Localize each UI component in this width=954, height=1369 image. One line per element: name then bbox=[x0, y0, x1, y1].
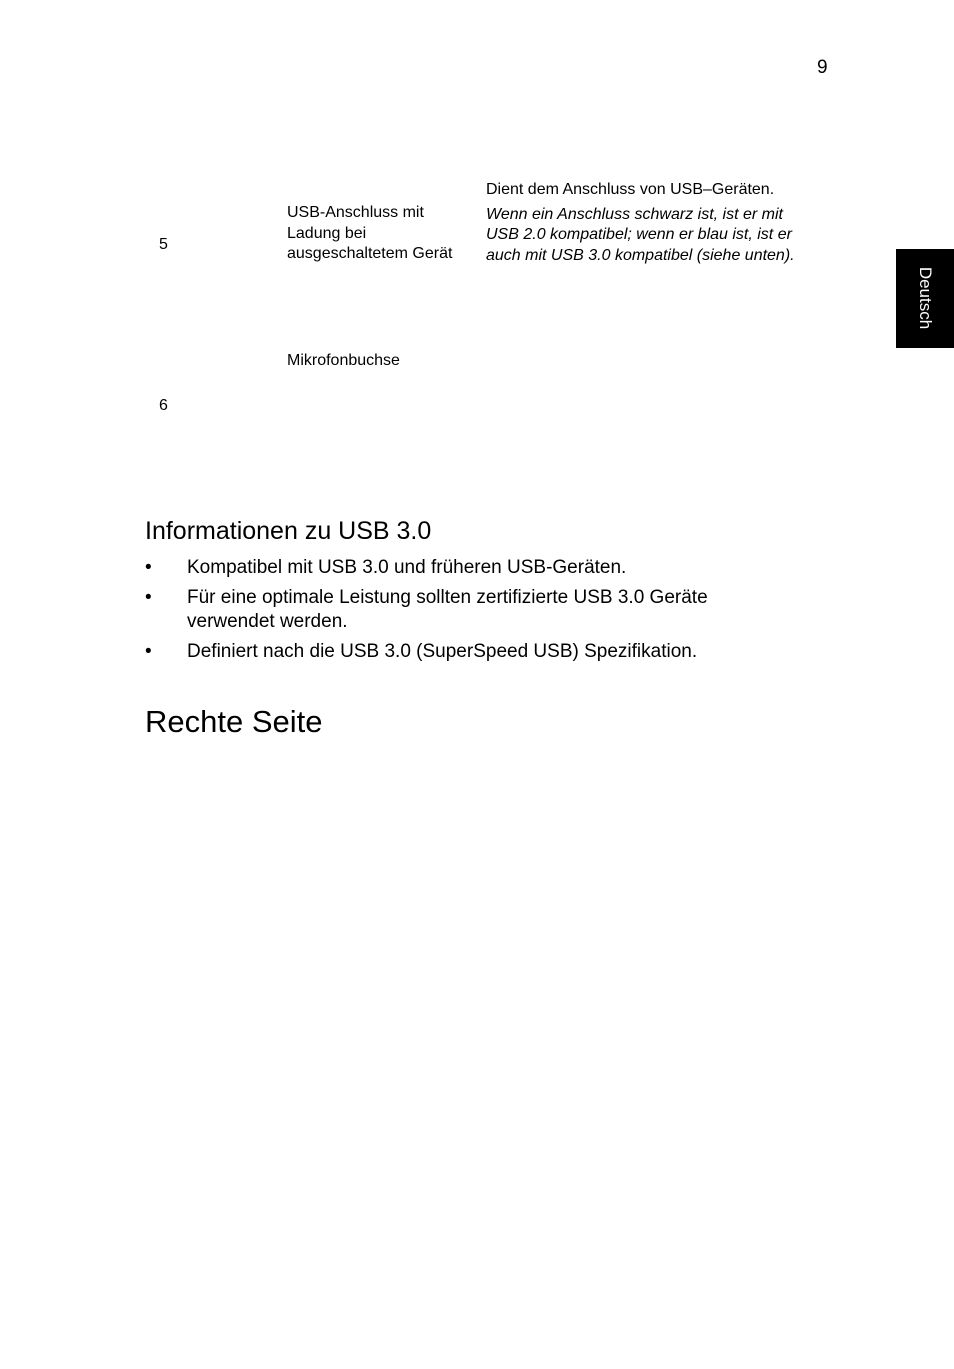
bullet-icon: • bbox=[145, 586, 152, 608]
list-item bbox=[145, 556, 785, 581]
usb-section-heading: Informationen zu USB 3.0 bbox=[145, 517, 432, 545]
table-row-description-cell bbox=[486, 180, 816, 266]
table-row-name: Mikrofonbuchse bbox=[287, 352, 400, 369]
bullet-icon: • bbox=[145, 557, 152, 578]
list-item-text: Für eine optimale Leistung sollten zertifizierte USB 3.0 Geräte verwendet werden. bbox=[187, 586, 708, 632]
right-side-heading: Rechte Seite bbox=[145, 704, 323, 739]
list-item bbox=[145, 640, 785, 665]
table-row-note: Wenn ein Anschluss schwarz ist, ist er mit USB 2.0 kompatibel; wenn er blau ist, ist er auch mit USB 3.0 kompatibel (siehe unten). bbox=[486, 205, 795, 264]
language-tab bbox=[896, 249, 954, 348]
table-row-number: 5 bbox=[159, 236, 168, 253]
language-tab-label: Deutsch bbox=[916, 266, 935, 330]
table-row-name: USB-Anschluss mit Ladung bei ausgeschaltetem Gerät bbox=[287, 204, 453, 262]
list-item-text: Definiert nach die USB 3.0 (SuperSpeed USB) Spezifikation. bbox=[187, 640, 698, 662]
table-row-description: Dient dem Anschluss von USB–Geräten. bbox=[486, 181, 775, 198]
bullet-icon: • bbox=[145, 640, 152, 662]
page-number: 9 bbox=[817, 57, 828, 78]
list-item bbox=[145, 586, 785, 635]
list-item-text: Kompatibel mit USB 3.0 und früheren USB-Geräten. bbox=[187, 557, 627, 578]
usb-info-list bbox=[145, 556, 785, 669]
table-row-number: 6 bbox=[159, 397, 168, 414]
